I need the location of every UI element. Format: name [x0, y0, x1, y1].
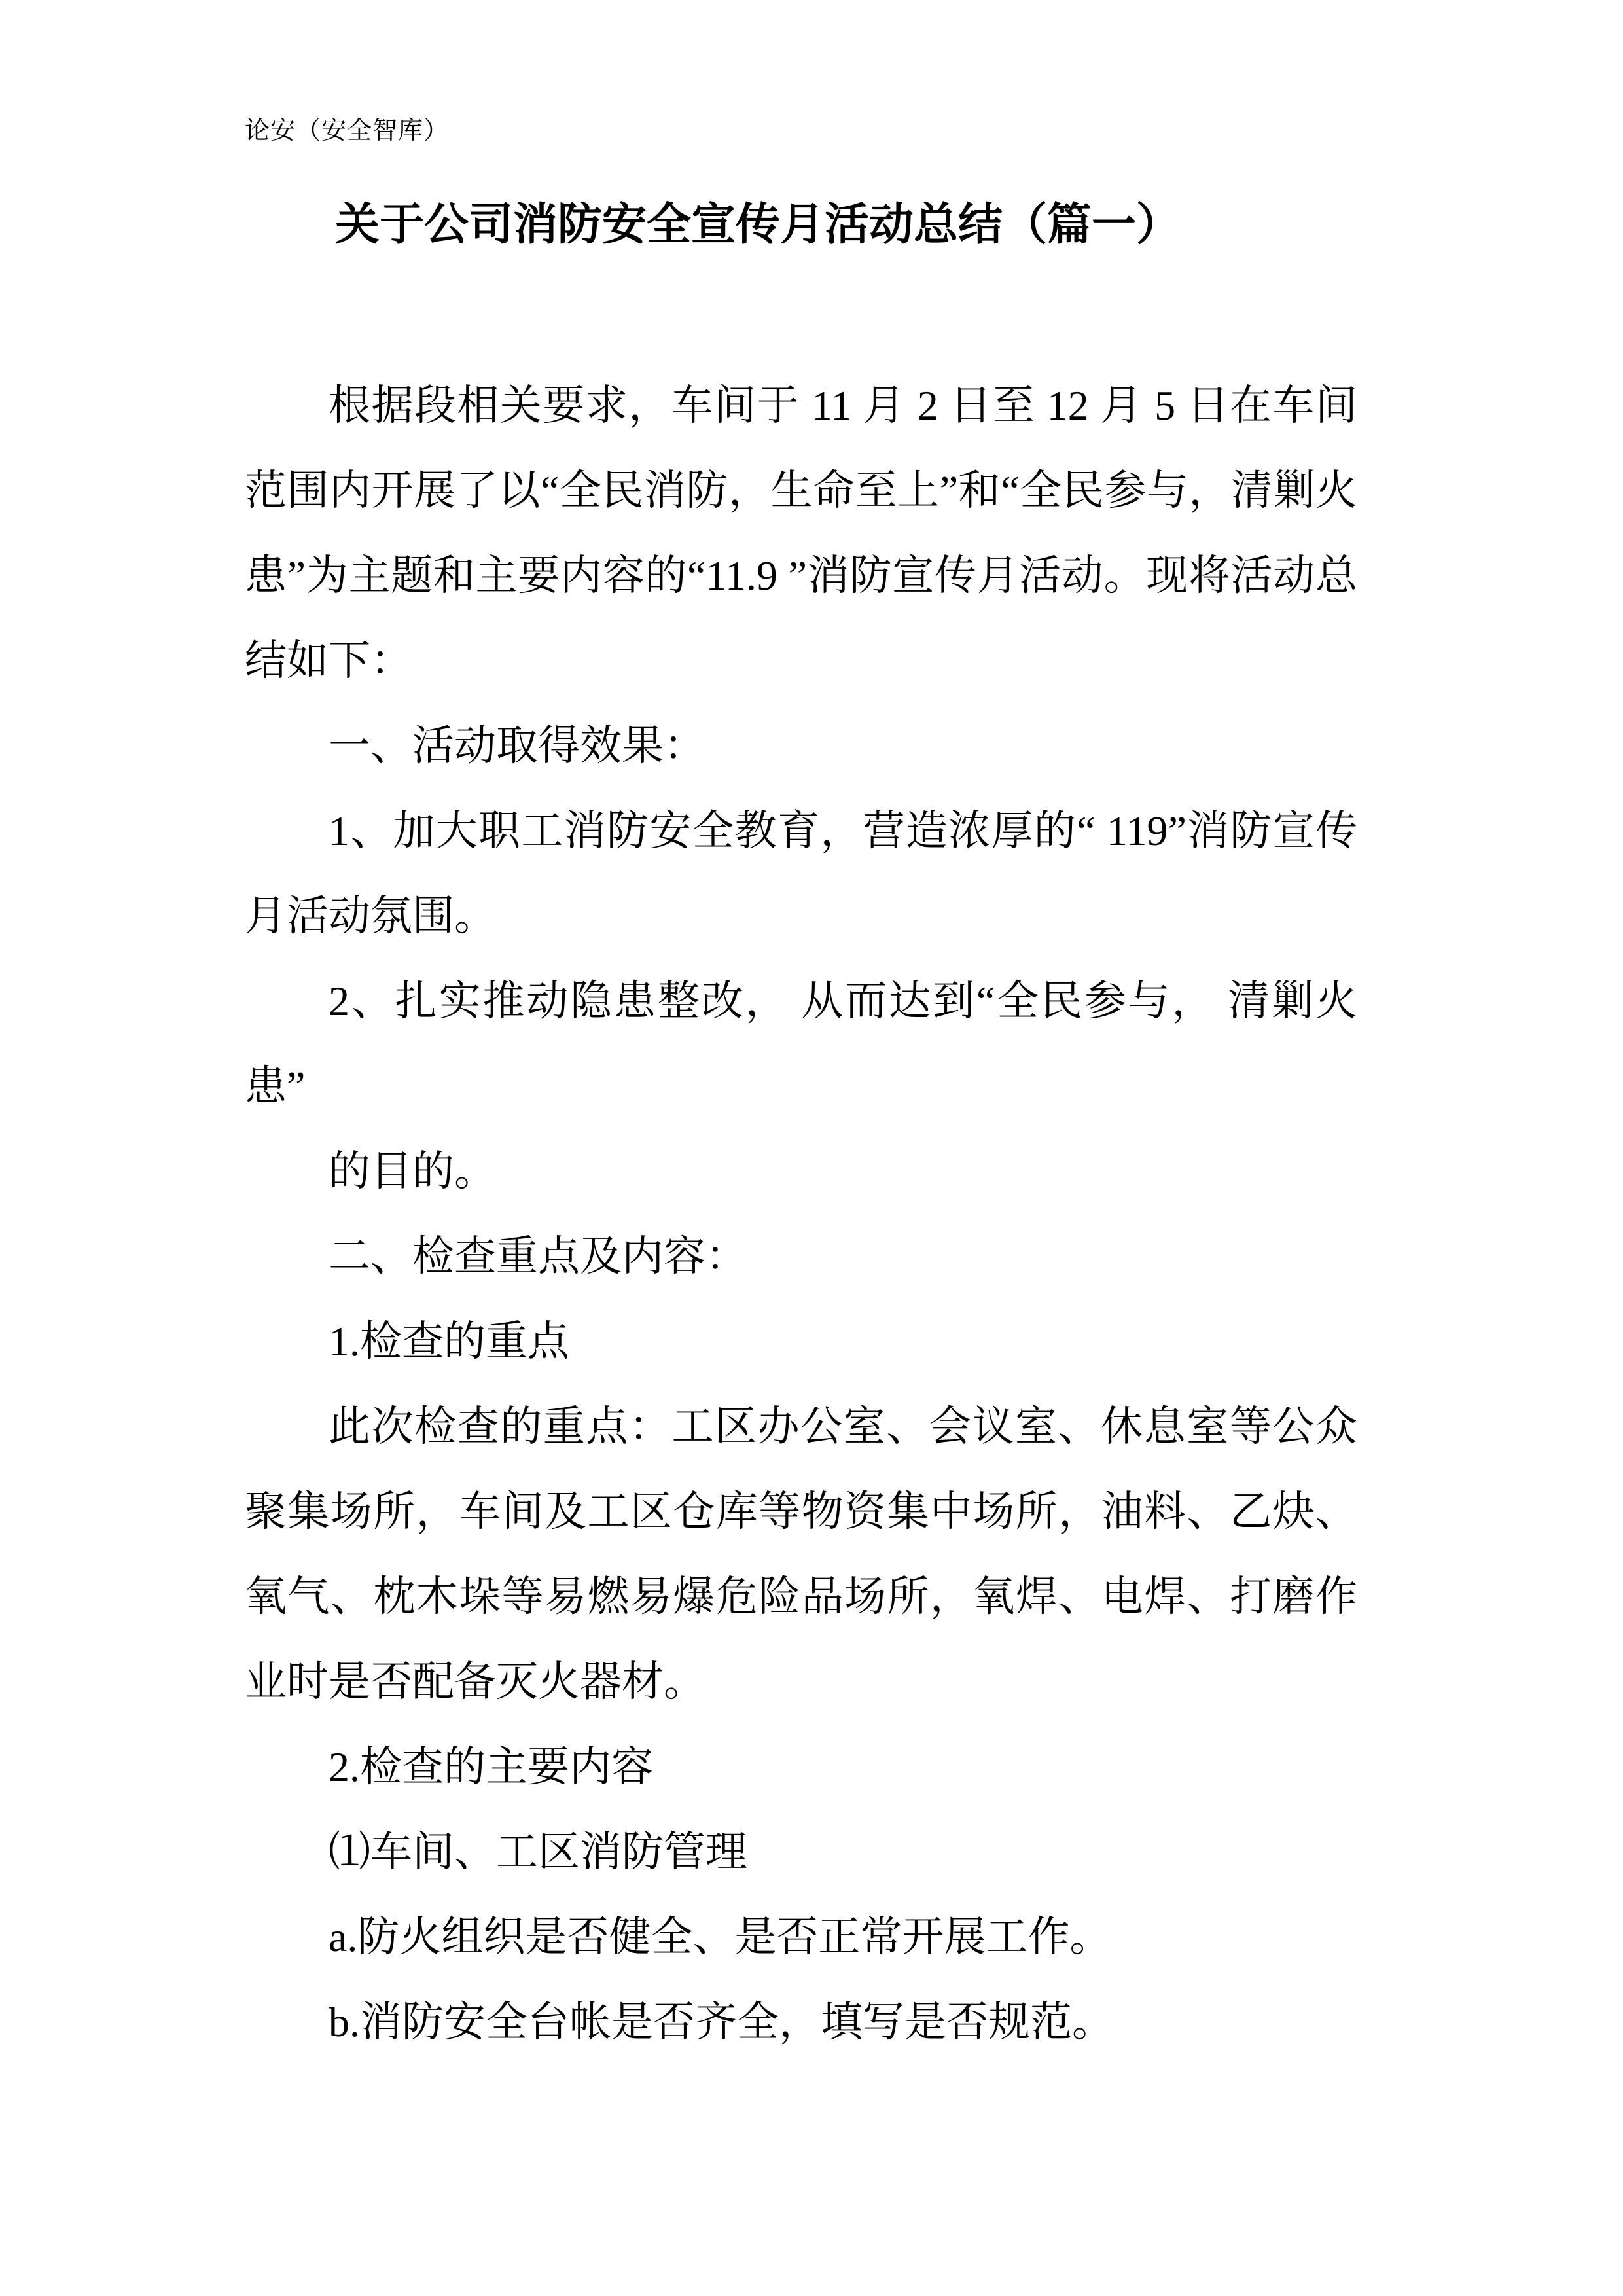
page-header-text: 论安（安全智库） [245, 117, 450, 145]
paragraph: 一、活动取得效果： [329, 723, 705, 769]
paragraph: 二、检查重点及内容： [329, 1233, 747, 1280]
paragraph: a.防火组织是否健全、是否正常开展工作。 [329, 1914, 1112, 1960]
paragraph: b.消防安全台帐是否齐全，填写是否规范。 [329, 1999, 1114, 2045]
paragraph: 根据段相关要求，车间于 11 月 2 日至 12 月 5 日在车间范围内开展了以“全民消防，生命至上”和“全民参与，清剿火患”为主题和主要内容的“11.9 ”消防宣传月活动。现将活动总结如下： [245, 382, 1357, 684]
paragraph: 2.检查的主要内容 [329, 1744, 653, 1790]
paragraph: ⑴车间、工区消防管理 [329, 1829, 747, 1875]
paragraph: 此次检查的重点：工区办公室、会议室、休息室等公众聚集场所，车间及工区仓库等物资集中场所，油料、乙炔、氧气、枕木垛等易燃易爆危险品场所，氧焊、电焊、打磨作业时是否配备灭火器材。 [245, 1403, 1357, 1705]
paragraph: 的目的。 [329, 1148, 496, 1194]
paragraph: 2、扎实推动隐患整改， 从而达到“全民参与， 清剿火患” [245, 978, 1357, 1109]
paragraph: 1.检查的重点 [329, 1318, 569, 1365]
paragraph: 1、加大职工消防安全教育，营造浓厚的“ 119”消防宣传月活动氛围。 [245, 808, 1357, 939]
document-body [245, 363, 1357, 2065]
page-title: 关于公司消防安全宣传月活动总结（篇一） [335, 200, 1181, 249]
